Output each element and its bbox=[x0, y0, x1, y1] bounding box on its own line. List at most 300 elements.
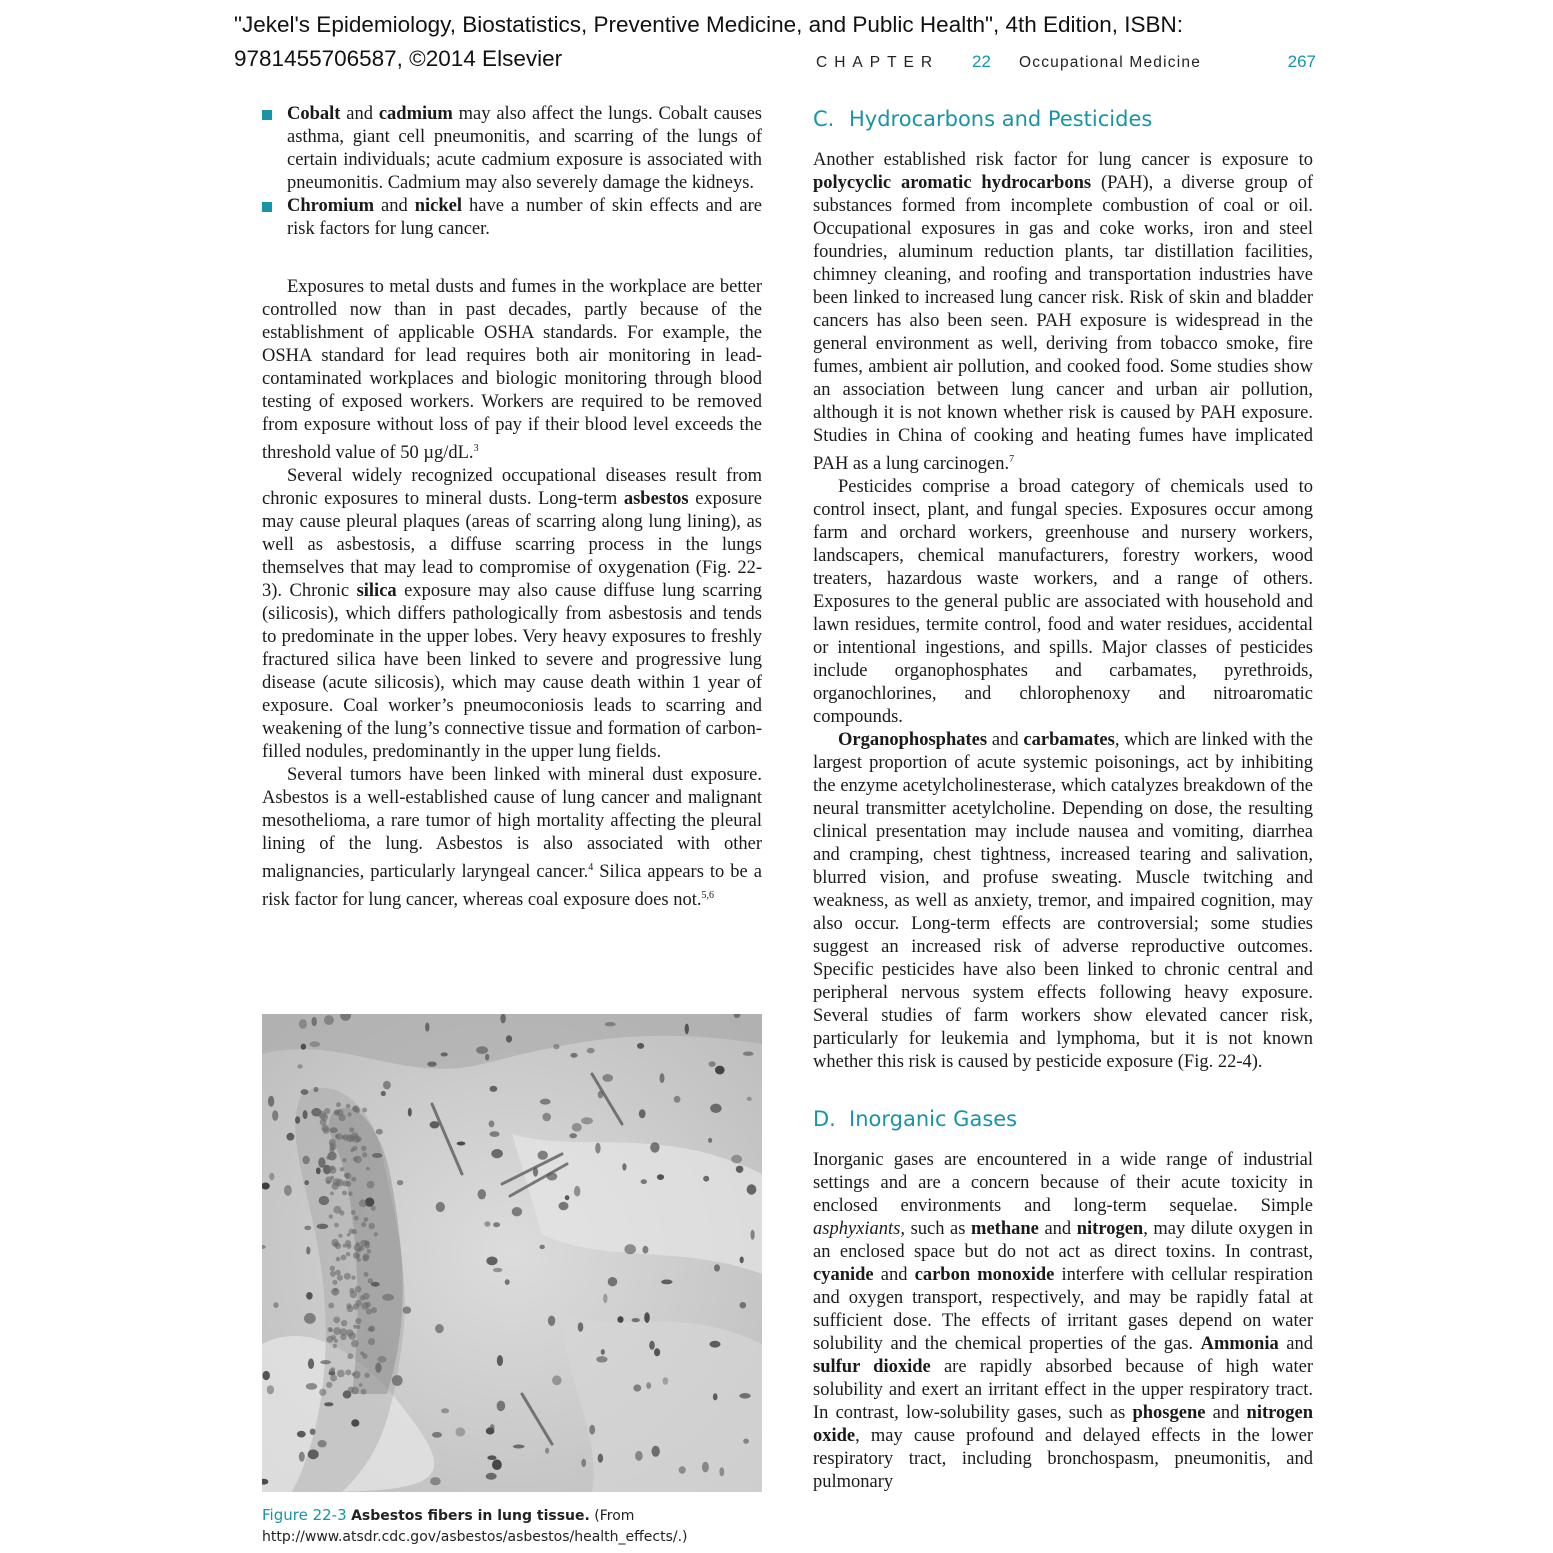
cell-nucleus bbox=[375, 1363, 381, 1373]
cell-nucleus bbox=[710, 1341, 721, 1348]
red-cell bbox=[329, 1143, 336, 1150]
term-asphyxiants: asphyxiants, bbox=[813, 1219, 905, 1240]
cell-nucleus bbox=[710, 1104, 721, 1113]
figure-caption bbox=[262, 1505, 762, 1548]
red-cell bbox=[362, 1152, 367, 1157]
reference-superscript: 3 bbox=[473, 443, 479, 454]
cell-nucleus bbox=[743, 1052, 754, 1056]
cell-nucleus bbox=[303, 1110, 308, 1119]
cell-nucleus bbox=[262, 1371, 270, 1380]
cell-nucleus bbox=[685, 1024, 689, 1035]
running-head bbox=[816, 54, 1316, 78]
term-organophosphates: Organophosphates bbox=[838, 730, 988, 751]
red-cell bbox=[346, 1244, 351, 1249]
cell-nucleus bbox=[478, 1189, 486, 1199]
red-cell bbox=[362, 1108, 367, 1113]
citation-line-2: 9781455706587, ©2014 Elsevier bbox=[234, 46, 563, 71]
red-cell bbox=[328, 1303, 334, 1309]
red-cell bbox=[333, 1317, 340, 1324]
cell-nucleus bbox=[641, 1179, 647, 1184]
cell-nucleus bbox=[310, 1041, 321, 1047]
cell-nucleus bbox=[538, 1151, 548, 1160]
cell-nucleus bbox=[578, 1322, 584, 1332]
cell-nucleus bbox=[312, 1017, 317, 1026]
red-cell bbox=[334, 1223, 339, 1228]
term-silica: silica bbox=[356, 581, 397, 602]
cell-nucleus bbox=[286, 1133, 294, 1141]
text: exposure may cause pleural plaques (areas of scarring along lung lining), as well as asbestosis, a diffuse scarring process in the lungs themselves that may lead to compromise of oxygenation (Fig. 22-3). Chronic bbox=[262, 489, 762, 602]
red-cell bbox=[356, 1254, 360, 1258]
cell-nucleus bbox=[553, 1044, 559, 1049]
cell-nucleus bbox=[397, 1180, 404, 1185]
text: Several tumors have been linked with mineral dust exposure. Asbestos is a well-established cause of lung cancer and malignant mesothelioma, a rare tumor of high mortality affecting the pleural lining of the lung. Asbestos is also associated with other malignancies, particularly laryngeal cancer. bbox=[262, 765, 762, 883]
cell-nucleus bbox=[306, 1383, 317, 1390]
cell-nucleus bbox=[485, 1054, 489, 1061]
cell-nucleus bbox=[491, 1149, 503, 1158]
cell-nucleus bbox=[497, 1355, 503, 1366]
red-cell bbox=[361, 1389, 367, 1395]
cell-nucleus bbox=[497, 1401, 506, 1412]
cell-nucleus bbox=[731, 1155, 742, 1164]
text: and bbox=[987, 730, 1024, 751]
cell-nucleus bbox=[639, 1109, 646, 1118]
cell-nucleus bbox=[601, 1349, 605, 1355]
cell-nucleus bbox=[581, 1459, 586, 1467]
paragraph-metal-dusts bbox=[262, 276, 762, 465]
cell-nucleus bbox=[649, 1341, 655, 1350]
figure-source: (From http://www.atsdr.cdc.gov/asbestos/asbestos/health_effects/.) bbox=[262, 1508, 688, 1545]
red-cell bbox=[368, 1278, 373, 1283]
cell-nucleus bbox=[570, 1053, 577, 1058]
cell-nucleus bbox=[317, 1224, 329, 1229]
term-pah: polycyclic aromatic hydrocarbons bbox=[813, 173, 1092, 193]
text: , which are linked with the largest proportion of acute systemic poisonings, act by inhibiting the enzyme acetylcholinesterase, which catalyzes breakdown of the neural transmitter acetylcholine. Depending on dose, the resulting clinical presentation may include nausea and vomiting, diarrhea and cramping, chest tightness, increased tearing and salivation, blurred vision, and profuse sweating. Muscle twitching and weakness, as well as anxiety, tremor, and impaired cognition, may also occur. Long-term effects are controversial; some studies suggest an increased risk of adverse reproductive outcomes. Specific pesticides have also been linked to chronic central and peripheral nervous system effects following heavy exposure. Several studies of farm workers show elevated cancer risk, particularly for leukemia and lymphoma, but it is not known whether this risk is caused by pesticide exposure (Fig. 22-4). bbox=[813, 730, 1313, 1073]
red-cell bbox=[320, 1113, 328, 1121]
cell-nucleus bbox=[268, 1096, 274, 1107]
cell-nucleus bbox=[487, 1455, 496, 1460]
cell-nucleus bbox=[602, 1074, 613, 1082]
cell-nucleus bbox=[608, 1277, 618, 1286]
cell-nucleus bbox=[313, 1087, 318, 1092]
red-cell bbox=[370, 1327, 375, 1332]
cell-nucleus bbox=[273, 1302, 278, 1308]
cell-nucleus bbox=[425, 1023, 429, 1032]
cell-nucleus bbox=[486, 1257, 497, 1266]
cell-nucleus bbox=[376, 1129, 383, 1135]
cell-nucleus bbox=[301, 1044, 306, 1050]
cell-nucleus bbox=[500, 1014, 505, 1023]
paragraph-pesticides: Pesticides comprise a broad category of chemicals used to control insect, plant, and fungal species. Exposures occur among farm and orchard workers, greenhouse and nursery workers, landscapers, chemical manufacturers, forestry workers, wood treaters, hazardous waste workers, and a range of others. Exposures to the general public are associated with household and lawn residues, termite control, food and water residues, accidental or intentional ingestions, and spills. Major classes of pesticides include organophosphates and carbamates, pyrethroids, organochlorines, and chlorophenoxy and nitroaromatic compounds. bbox=[813, 477, 1313, 728]
red-cell bbox=[351, 1387, 359, 1395]
paragraph-tumors bbox=[262, 764, 762, 912]
red-cell bbox=[364, 1373, 369, 1378]
text: and bbox=[1278, 1334, 1313, 1355]
red-cell bbox=[346, 1303, 351, 1308]
cell-nucleus bbox=[489, 1131, 499, 1137]
cell-nucleus bbox=[490, 1424, 495, 1431]
bullet-chromium-nickel bbox=[262, 195, 762, 241]
text: Another established risk factor for lung cancer is exposure to bbox=[813, 150, 1313, 170]
cell-nucleus bbox=[624, 1244, 636, 1254]
red-cell bbox=[357, 1258, 361, 1262]
red-cell bbox=[355, 1318, 361, 1324]
red-cell bbox=[330, 1176, 334, 1180]
red-cell bbox=[353, 1371, 361, 1379]
cell-nucleus bbox=[565, 1195, 570, 1200]
cell-nucleus bbox=[392, 1375, 403, 1386]
cell-nucleus bbox=[306, 1292, 313, 1300]
cell-nucleus bbox=[436, 1202, 445, 1212]
cell-nucleus bbox=[304, 1180, 309, 1185]
red-cell bbox=[350, 1148, 354, 1152]
red-cell bbox=[333, 1344, 337, 1348]
cell-nucleus bbox=[740, 1257, 744, 1264]
red-cell bbox=[337, 1370, 345, 1378]
paragraph-pah bbox=[813, 149, 1313, 476]
red-cell bbox=[348, 1112, 352, 1116]
term-nickel: nickel bbox=[414, 196, 462, 216]
red-cell bbox=[351, 1276, 355, 1280]
metal-bullet-list bbox=[262, 103, 762, 241]
red-cell bbox=[366, 1309, 372, 1315]
red-cell bbox=[365, 1302, 371, 1308]
cell-nucleus bbox=[736, 1166, 744, 1173]
red-cell bbox=[338, 1114, 345, 1121]
red-cell bbox=[353, 1157, 358, 1162]
citation-line-1: "Jekel's Epidemiology, Biostatistics, Preventive Medicine, and Public Health", 4th Edition, ISBN: bbox=[234, 12, 1184, 37]
red-cell bbox=[337, 1275, 343, 1281]
red-cell bbox=[324, 1108, 330, 1114]
red-cell bbox=[332, 1280, 337, 1285]
cell-nucleus bbox=[324, 1402, 333, 1406]
cell-nucleus bbox=[512, 1207, 522, 1216]
red-cell bbox=[330, 1192, 334, 1196]
red-cell bbox=[367, 1249, 371, 1253]
red-cell bbox=[331, 1239, 339, 1247]
cell-nucleus bbox=[299, 1019, 307, 1029]
term-nitrogen-oxide: nitrogen oxide bbox=[813, 1403, 1313, 1447]
cell-nucleus bbox=[284, 1185, 292, 1196]
red-cell bbox=[363, 1254, 370, 1261]
red-cell bbox=[367, 1181, 375, 1189]
cell-nucleus bbox=[382, 1294, 394, 1301]
cell-nucleus bbox=[493, 1222, 500, 1227]
cell-nucleus bbox=[540, 1245, 545, 1249]
text: and bbox=[374, 196, 415, 216]
term-methane: methane bbox=[971, 1219, 1039, 1240]
micrograph-image bbox=[262, 1014, 762, 1492]
cell-nucleus bbox=[297, 1064, 302, 1068]
red-cell bbox=[355, 1286, 362, 1293]
red-cell bbox=[330, 1266, 335, 1271]
red-cell bbox=[351, 1177, 356, 1182]
term-nitrogen: nitrogen bbox=[1076, 1219, 1144, 1240]
right-column bbox=[813, 104, 1313, 1494]
text: and bbox=[1205, 1403, 1247, 1424]
term-cadmium: cadmium bbox=[378, 104, 453, 124]
red-cell bbox=[326, 1180, 330, 1184]
cell-nucleus bbox=[486, 1473, 497, 1480]
red-cell bbox=[368, 1338, 375, 1345]
red-cell bbox=[364, 1217, 369, 1222]
red-cell bbox=[346, 1104, 351, 1109]
term-ammonia: Ammonia bbox=[1200, 1334, 1279, 1355]
red-cell bbox=[323, 1127, 330, 1134]
cell-nucleus bbox=[304, 1313, 316, 1324]
text: such as bbox=[904, 1219, 972, 1240]
red-cell bbox=[364, 1240, 369, 1245]
cell-nucleus bbox=[605, 1022, 616, 1026]
red-cell bbox=[328, 1327, 333, 1332]
cell-nucleus bbox=[455, 1427, 465, 1436]
text: Silica appears to be a risk factor for lung cancer, whereas coal exposure does not. bbox=[262, 862, 762, 911]
red-cell bbox=[368, 1223, 375, 1230]
cell-nucleus bbox=[747, 1097, 752, 1101]
cell-nucleus bbox=[403, 1306, 411, 1313]
red-cell bbox=[341, 1320, 347, 1326]
term-sulfur-dioxide: sulfur dioxide bbox=[813, 1357, 931, 1378]
cell-nucleus bbox=[318, 1440, 327, 1447]
paragraph-organophosphates bbox=[813, 729, 1313, 1074]
red-cell bbox=[340, 1328, 348, 1336]
cell-nucleus bbox=[657, 1174, 664, 1180]
red-cell bbox=[343, 1244, 347, 1248]
figure-title: Asbestos fibers in lung tissue. bbox=[351, 1508, 590, 1524]
cell-nucleus bbox=[660, 1073, 665, 1083]
cell-nucleus bbox=[493, 1268, 502, 1273]
text: exposure may also cause diffuse lung scarring (silicosis), which differs pathologically from asbestosis and tends to predominate in the upper lobes. Very heavy exposures to freshly fractured silica have been linked to severe and progressive lung disease (acute silicosis), which may cause death within 1 year of exposure. Coal worker’s pneumoconiosis leads to scarring and weakening of the lung’s connective tissue and formation of carbon-filled nodules, predominantly in the upper lung fields. bbox=[262, 581, 762, 763]
red-cell bbox=[371, 1206, 376, 1211]
red-cell bbox=[342, 1191, 347, 1196]
chapter-word: CHAPTER bbox=[816, 54, 940, 71]
cell-nucleus bbox=[548, 1316, 555, 1326]
red-cell bbox=[359, 1246, 364, 1251]
red-cell bbox=[319, 1389, 326, 1396]
cell-nucleus bbox=[297, 1431, 306, 1438]
red-cell bbox=[359, 1383, 363, 1387]
cell-nucleus bbox=[617, 1316, 623, 1323]
red-cell bbox=[356, 1136, 362, 1142]
cell-nucleus bbox=[310, 1429, 316, 1435]
cell-nucleus bbox=[740, 1302, 747, 1308]
cell-nucleus bbox=[506, 1035, 512, 1042]
cell-nucleus bbox=[505, 1279, 510, 1285]
red-cell bbox=[361, 1222, 366, 1227]
cell-nucleus bbox=[308, 1449, 319, 1459]
section-title: Inorganic Gases bbox=[849, 1107, 1018, 1132]
red-cell bbox=[339, 1210, 344, 1215]
red-cell bbox=[330, 1375, 337, 1382]
red-cell bbox=[326, 1156, 330, 1160]
text: , may cause profound and delayed effects in the lower respiratory tract, including bronchospasm, pneumonitis, and pulmonary bbox=[813, 1426, 1313, 1493]
cell-nucleus bbox=[581, 1117, 593, 1124]
cell-nucleus bbox=[622, 1163, 626, 1170]
term-asbestos: asbestos bbox=[623, 489, 689, 510]
red-cell bbox=[374, 1232, 378, 1236]
red-cell bbox=[354, 1216, 359, 1221]
chapter-title: Occupational Medicine bbox=[1019, 54, 1202, 71]
cell-nucleus bbox=[545, 1448, 549, 1454]
red-cell bbox=[344, 1173, 349, 1178]
cell-nucleus bbox=[435, 1324, 444, 1333]
cell-nucleus bbox=[308, 1358, 314, 1369]
cell-nucleus bbox=[432, 1432, 442, 1438]
cell-nucleus bbox=[269, 1173, 274, 1181]
cell-nucleus bbox=[703, 1176, 709, 1182]
cell-nucleus bbox=[747, 1184, 757, 1194]
red-cell bbox=[353, 1304, 359, 1310]
cell-nucleus bbox=[642, 1246, 648, 1254]
term-cyanide: cyanide bbox=[813, 1265, 874, 1286]
cell-nucleus bbox=[635, 1451, 643, 1461]
cell-nucleus bbox=[652, 1446, 660, 1457]
chapter-number: 22 bbox=[972, 52, 991, 71]
cell-nucleus bbox=[589, 1425, 595, 1435]
cell-nucleus bbox=[714, 1264, 720, 1271]
red-cell bbox=[361, 1146, 367, 1152]
cell-nucleus bbox=[572, 1123, 582, 1132]
red-cell bbox=[334, 1288, 338, 1292]
cell-nucleus bbox=[661, 1280, 673, 1285]
cell-nucleus bbox=[540, 1099, 551, 1105]
cell-nucleus bbox=[595, 1143, 600, 1154]
cell-nucleus bbox=[324, 1015, 334, 1025]
red-cell bbox=[336, 1257, 341, 1262]
term-carbamates: carbamates bbox=[1023, 730, 1115, 751]
red-cell bbox=[329, 1369, 335, 1375]
cell-nucleus bbox=[569, 1133, 577, 1138]
cell-nucleus bbox=[316, 1167, 321, 1174]
red-cell bbox=[359, 1200, 367, 1208]
cell-nucleus bbox=[378, 1356, 387, 1363]
section-letter: C. bbox=[813, 107, 835, 131]
left-column bbox=[262, 103, 762, 912]
red-cell bbox=[341, 1255, 347, 1261]
cell-nucleus bbox=[301, 1089, 309, 1095]
red-cell bbox=[344, 1273, 351, 1280]
cell-nucleus bbox=[484, 1221, 490, 1227]
cell-nucleus bbox=[513, 1445, 525, 1449]
red-cell bbox=[345, 1369, 351, 1375]
cell-nucleus bbox=[441, 1408, 449, 1413]
cell-nucleus bbox=[381, 1091, 386, 1096]
red-cell bbox=[332, 1182, 339, 1189]
cell-nucleus bbox=[427, 1062, 436, 1067]
text: have a number of skin effects and are risk factors for lung cancer. bbox=[287, 196, 762, 239]
red-cell bbox=[364, 1272, 369, 1277]
cell-nucleus bbox=[457, 1142, 466, 1146]
cell-nucleus bbox=[295, 1116, 300, 1124]
section-heading-hydrocarbons bbox=[813, 104, 1313, 134]
cell-nucleus bbox=[430, 1477, 441, 1485]
text: are rapidly absorbed because of high water solubility and exert an irritant effect in the upper respiratory tract. In contrast, low-solubility gases, such as bbox=[813, 1357, 1313, 1424]
section-title: Hydrocarbons and Pesticides bbox=[849, 107, 1153, 131]
red-cell bbox=[366, 1167, 370, 1171]
bullet-square-icon bbox=[262, 202, 272, 212]
red-cell bbox=[348, 1191, 353, 1196]
cell-nucleus bbox=[587, 1048, 595, 1054]
cell-nucleus bbox=[708, 1138, 712, 1143]
cell-nucleus bbox=[430, 1121, 440, 1128]
cell-nucleus bbox=[644, 1312, 650, 1323]
section-letter: D. bbox=[813, 1107, 836, 1132]
cell-nucleus bbox=[574, 1186, 580, 1197]
cell-nucleus bbox=[351, 1419, 359, 1427]
bullet-cobalt-cadmium bbox=[262, 103, 762, 195]
red-cell bbox=[326, 1382, 332, 1388]
red-cell bbox=[347, 1233, 351, 1237]
cell-nucleus bbox=[663, 1377, 669, 1385]
page-number: 267 bbox=[1287, 52, 1316, 71]
paragraph-inorganic-gases bbox=[813, 1149, 1313, 1494]
red-cell bbox=[334, 1110, 340, 1116]
cell-nucleus bbox=[330, 1127, 338, 1133]
cell-nucleus bbox=[713, 1393, 718, 1400]
cell-nucleus bbox=[654, 1348, 660, 1356]
cell-nucleus bbox=[383, 1081, 391, 1090]
cell-nucleus bbox=[632, 1318, 640, 1322]
reference-superscript: 7 bbox=[1009, 454, 1015, 465]
red-cell bbox=[356, 1242, 360, 1246]
figure-label: Figure 22-3 bbox=[262, 1506, 347, 1524]
cell-nucleus bbox=[476, 1046, 488, 1054]
red-cell bbox=[346, 1252, 351, 1257]
cell-nucleus bbox=[751, 1230, 755, 1240]
red-cell bbox=[349, 1288, 354, 1293]
red-cell bbox=[347, 1353, 353, 1359]
red-cell bbox=[330, 1271, 336, 1277]
cell-nucleus bbox=[650, 1142, 659, 1152]
cell-nucleus bbox=[492, 1459, 502, 1470]
cell-nucleus bbox=[702, 1462, 709, 1473]
red-cell bbox=[362, 1353, 367, 1358]
red-cell bbox=[352, 1229, 357, 1234]
red-cell bbox=[351, 1340, 359, 1348]
cell-nucleus bbox=[559, 1202, 569, 1211]
cell-nucleus bbox=[319, 1196, 330, 1205]
cell-nucleus bbox=[743, 1439, 749, 1444]
red-cell bbox=[340, 1167, 344, 1171]
cell-nucleus bbox=[299, 1452, 305, 1462]
cell-nucleus bbox=[719, 1467, 724, 1476]
term-carbon-monoxide: carbon monoxide bbox=[914, 1265, 1055, 1286]
text: interfere with cellular respiration and oxygen transport, respectively, and may be rapidly fatal at sufficient dose. The effects of irritant gases depend on water solubility and the chemical properties of the gas. bbox=[813, 1265, 1313, 1355]
text: may also affect the lungs. Cobalt causes asthma, giant cell pneumonitis, and scarring of the lungs of certain individuals; acute cadmium exposure is associated with pneumonitis. Cadmium may also severely damage the kidneys. bbox=[287, 104, 762, 193]
cell-nucleus bbox=[674, 1096, 681, 1103]
text: and bbox=[1038, 1219, 1077, 1240]
cell-nucleus bbox=[637, 1043, 644, 1049]
text: , may dilute oxygen in an enclosed space but do not act as direct toxins. In contrast, bbox=[813, 1219, 1313, 1263]
cell-nucleus bbox=[603, 1294, 607, 1304]
cell-nucleus bbox=[441, 1052, 448, 1056]
text: Inorganic gases are encountered in a wide range of industrial settings and are a concern because of their acute toxicity in enclosed environments and long-term sequelae. Simple bbox=[813, 1150, 1313, 1217]
cell-nucleus bbox=[304, 1226, 311, 1231]
red-cell bbox=[343, 1158, 347, 1162]
cell-nucleus bbox=[302, 1156, 309, 1165]
cell-nucleus bbox=[320, 1360, 331, 1364]
text: Several widely recognized occupational diseases result from chronic exposures to mineral dusts. Long-term bbox=[262, 466, 762, 510]
cell-nucleus bbox=[318, 1157, 325, 1167]
term-chromium: Chromium bbox=[287, 196, 375, 216]
cell-nucleus bbox=[646, 1382, 651, 1389]
red-cell bbox=[355, 1108, 360, 1113]
cell-nucleus bbox=[542, 1113, 551, 1122]
cell-nucleus bbox=[267, 1385, 274, 1394]
cell-nucleus bbox=[552, 1375, 562, 1385]
reference-superscript: 4 bbox=[588, 862, 594, 874]
red-cell bbox=[329, 1166, 337, 1174]
red-cell bbox=[346, 1329, 353, 1336]
